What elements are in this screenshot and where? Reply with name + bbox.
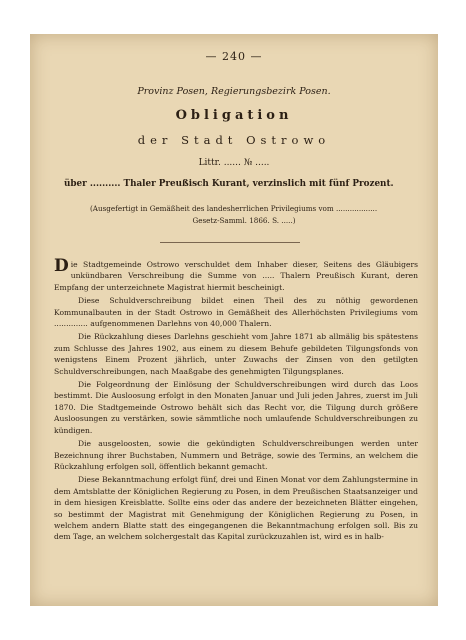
littr-line: Littr. ...... № .....	[198, 158, 270, 168]
paragraph-3: Die Rückzahlung dieses Darlehns geschieht vom Jahre 1871 ab allmälig bis spätestens zum Schlusse des Jahres 1902, aus einem zu diesem Behufe gebildeten Tilgungsfonds von wenigstens Einem Prozent jährlich, unter Zuwachs der Zinsen von den getilgten Schuldverschreibungen, nach Maaßgabe des genehmigten Tilgungsplanes.	[54, 332, 418, 376]
divider	[160, 242, 300, 243]
privilege-note-line-1: (Ausgefertigt in Gemäßheit des landesherrlichen Privilegiums vom ..................	[90, 204, 378, 213]
privilege-note	[90, 203, 398, 227]
document-title: Obligation	[175, 108, 293, 123]
paragraph-1: Die Stadtgemeinde Ostrowo verschuldet dem Inhaber dieser, Seitens des Gläubigers unkündbaren Verschreibung die Summe von ..... Thalern Preußisch Kurant, deren Empfang der unterzeichnete Magistrat hiermit bescheinigt.	[54, 256, 418, 292]
document-subtitle: der Stadt Ostrowo	[137, 133, 331, 147]
paragraph-6: Diese Bekanntmachung erfolgt fünf, drei und Einen Monat vor dem Zahlungstermine in dem Amtsblatte der Königlichen Regierung zu Posen, in dem Preußischen Staatsanzeiger und in dem hiesigen Kreisblatte. Sollte eins oder das andere der bezeichneten Blätter eingehen, so bestimmt der Magistrat mit Genehmigung der Königlichen Regierung zu Posen, in welchem andern Blatte statt des eingegangenen die Bekanntmachung erfolgen soll. Bis zu dem Tage, an welchem solchergestalt das Kapital zurückzuzahlen ist, wird es in halb-	[54, 475, 418, 542]
paragraph-2: Diese Schuldverschreibung bildet einen Theil des zu nöthig gewordenen Kommunalbauten in der Stadt Ostrowo in Gemäßheit des Allerhöchsten Privilegiums vom .............. aufgenommenen Darlehns von 40,000 Thalern.	[54, 296, 418, 329]
paragraph-4: Die Folgeordnung der Einlösung der Schuldverschreibungen wird durch das Loos bestimmt. Die Ausloosung erfolgt in den Monaten Januar und Juli jeden Jahres, zuerst im Juli 1870. Die Stadtgemeinde Ostrowo behält sich das Recht vor, die Tilgung durch größere Ausloosungen zu verstärken, sowie sämmtliche noch umlaufende Schuldverschreibungen zu kündigen.	[54, 380, 418, 435]
province-heading: Provinz Posen, Regierungsbezirk Posen.	[137, 86, 331, 97]
drop-cap: D	[54, 256, 69, 276]
privilege-note-line-2: Gesetz-Samml. 1866. S. .....)	[192, 216, 296, 225]
amount-line: über .......... Thaler Preußisch Kurant, verzinslich mit fünf Prozent.	[64, 179, 394, 189]
page-number: — 240 —	[205, 50, 263, 63]
paragraph-5: Die ausgeloosten, sowie die gekündigten Schuldverschreibungen werden unter Bezeichnung ihrer Buchstaben, Nummern und Beträge, sowie des Termins, an welchem die Rückzahlung erfolgen soll, öffentlich bekannt gemacht.	[54, 439, 418, 471]
document-page	[30, 34, 438, 606]
body-text	[54, 256, 418, 545]
